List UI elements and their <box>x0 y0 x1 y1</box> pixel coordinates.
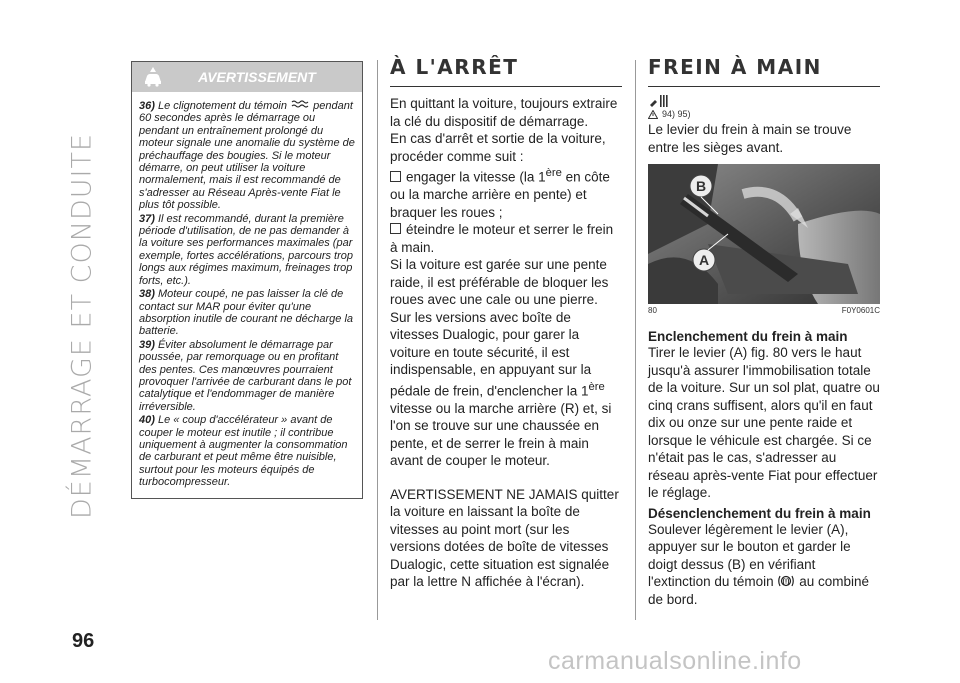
warning-item-39 <box>139 339 355 413</box>
warning-header <box>132 62 362 92</box>
paragraph <box>390 309 622 470</box>
page-number: 96 <box>72 630 95 652</box>
warning-text: Le « coup d'accélérateur » avant de couper le moteur est inutile ; il contribue uniquement à augmenter la consommation de carburant et peut même être nuisible, surtout pour les moteurs équipés de turbocompresseur. <box>139 414 348 489</box>
warning-body <box>132 92 362 498</box>
figure-code: F0Y0601C <box>841 306 880 315</box>
bullet-item <box>390 221 622 256</box>
paragraph-text: au combiné de bord. <box>648 574 869 607</box>
paragraph-text: vitesse ou la marche arrière (R) et, si l'on se trouve sur une chaussée en pente, et de serrer le frein à main avant de couper le moteur. <box>390 400 612 468</box>
figure-caption <box>648 306 880 315</box>
figure-number: 80 <box>648 306 657 315</box>
spacer <box>390 470 622 486</box>
warning-refs <box>648 109 880 119</box>
warning-text-cont: pendant 60 secondes après le démarrage ou pendant un entraînement prolongé du moteur signale une anomalie du système de préchauffage des bougies. Si le moteur démarre, on peut utiliser la voiture normalement, mais il est recommandé de s'adresser au Réseau Après-vente Fiat le plus tôt possible. <box>139 100 355 212</box>
paragraph: Si la voiture est garée sur une pente raide, il est préférable de bloquer les roues avec une cale ou une pierre. <box>390 257 609 307</box>
paragraph <box>648 521 880 609</box>
warning-title: AVERTISSEMENT <box>198 69 316 85</box>
paragraph: En quittant la voiture, toujours extraire la clé du dispositif de démarrage. <box>390 96 618 129</box>
warning-item-37 <box>139 213 355 287</box>
column-divider <box>635 60 636 620</box>
warning-item-40 <box>139 414 355 488</box>
chapter-side-title-text: DÉMARRAGE ET CONDUITE <box>66 132 98 520</box>
svg-text:(!): (!) <box>782 578 790 586</box>
watermark: carmanualsonline.info <box>548 647 802 675</box>
subtitle-desenclenchement: Désenclenchement du frein à main <box>648 505 871 521</box>
paragraph: En cas d'arrêt et sortie de la voiture, procéder comme suit : <box>390 131 606 164</box>
warning-text: Il est recommandé, durant la première période d'utilisation, de ne pas demander à la voiture ses performances maximales (par exemple, fortes accélérations, parcours trop longs aux régimes maximum, freinages trop forts, etc.). <box>139 212 353 287</box>
warning-num: 36) <box>139 100 155 112</box>
warning-num: 39) <box>139 338 155 351</box>
bullet-item <box>390 165 622 221</box>
bullet-text: engager la vitesse (la 1 <box>406 169 546 185</box>
paragraph: Tirer le levier (A) fig. 80 vers le haut jusqu'à assurer l'immobilisation totale de la voiture. Sur un sol plat, quatre ou cinq crans suffisent, alors qu'il en faut dix ou onze sur une pente raide et lorsque le véhicule est chargée. Si ce n'était pas le cas, s'adresser au réseau après-vente Fiat pour effectuer le réglage. <box>648 345 880 500</box>
frein-intro <box>648 121 880 156</box>
frein-desenclenchement-text <box>648 521 880 609</box>
bullet-text: en côte ou la marche arrière en pente) et braquer les roues ; <box>390 169 610 220</box>
frein-enclenchement-text <box>648 344 880 502</box>
warning-num: 37) <box>139 212 155 225</box>
section-title-frein: FREIN À MAIN <box>648 55 880 87</box>
bullet-square-icon <box>390 171 401 182</box>
section-title-arret: À L'ARRÊT <box>390 55 622 87</box>
refs-text: 94) 95) <box>662 109 691 119</box>
bullet-text: éteindre le moteur et serrer le frein à main. <box>390 222 614 255</box>
warning-triangle-icon <box>648 110 658 119</box>
figure-label-b: B <box>695 178 707 194</box>
handbrake-illustration <box>648 164 880 304</box>
warning-item-36 <box>139 100 355 212</box>
warning-text: Le clignotement du témoin <box>157 100 287 112</box>
section-arret <box>390 55 622 591</box>
paragraph-text: Sur les versions avec boîte de vitesses Dualogic, pour garer la voiture en toute sécurité, il est indispensable, en appuyant sur la pédale de frein, d'enclencher la 1 <box>390 309 592 398</box>
column-divider <box>377 60 378 620</box>
paragraph: Le levier du frein à main se trouve entre les sièges avant. <box>648 122 852 155</box>
warning-item-38 <box>139 288 355 338</box>
references <box>648 93 880 109</box>
warning-box <box>131 61 363 499</box>
superscript: ère <box>588 380 605 393</box>
warning-text: Éviter absolument le démarrage par poussée, par remorquage ou en profitant des pentes. Ces manœuvres pourraient provoquer l'arrivée de carburant dans le pot catalytique et l'endommager de manière irréversible. <box>139 338 352 413</box>
subtitle-enclenchement: Enclenchement du frein à main <box>648 329 848 344</box>
bullet-square-icon <box>390 223 401 234</box>
glow-plug-icon <box>290 100 310 109</box>
arret-text <box>390 95 622 591</box>
car-warning-icon <box>142 66 164 88</box>
paragraph-text: Soulever légèrement le levier (A), appuyer sur le bouton et garder le doigt dessus (B) en vérifiant l'extinction du témoin <box>648 521 851 589</box>
warning-num: 40) <box>139 414 155 427</box>
handbrake-figure <box>648 164 880 304</box>
warning-column <box>131 61 363 499</box>
warning-text: Moteur coupé, ne pas laisser la clé de contact sur MAR pour éviter qu'une absorption inutile de courant ne décharge la batterie. <box>139 288 354 338</box>
handbrake-icon <box>648 93 670 109</box>
figure-label-a: A <box>698 252 710 268</box>
brake-warning-lamp-icon <box>777 574 795 588</box>
superscript: ère <box>545 167 562 179</box>
section-frein <box>648 55 880 608</box>
paragraph-warning: AVERTISSEMENT NE JAMAIS quitter la voiture en laissant la boîte de vitesses au point mort (sur les versions dotées de boîte de vitesses Dualogic, cette situation est signalée par la lettre N affichée à l'écran). <box>390 486 619 589</box>
warning-num: 38) <box>139 288 155 301</box>
